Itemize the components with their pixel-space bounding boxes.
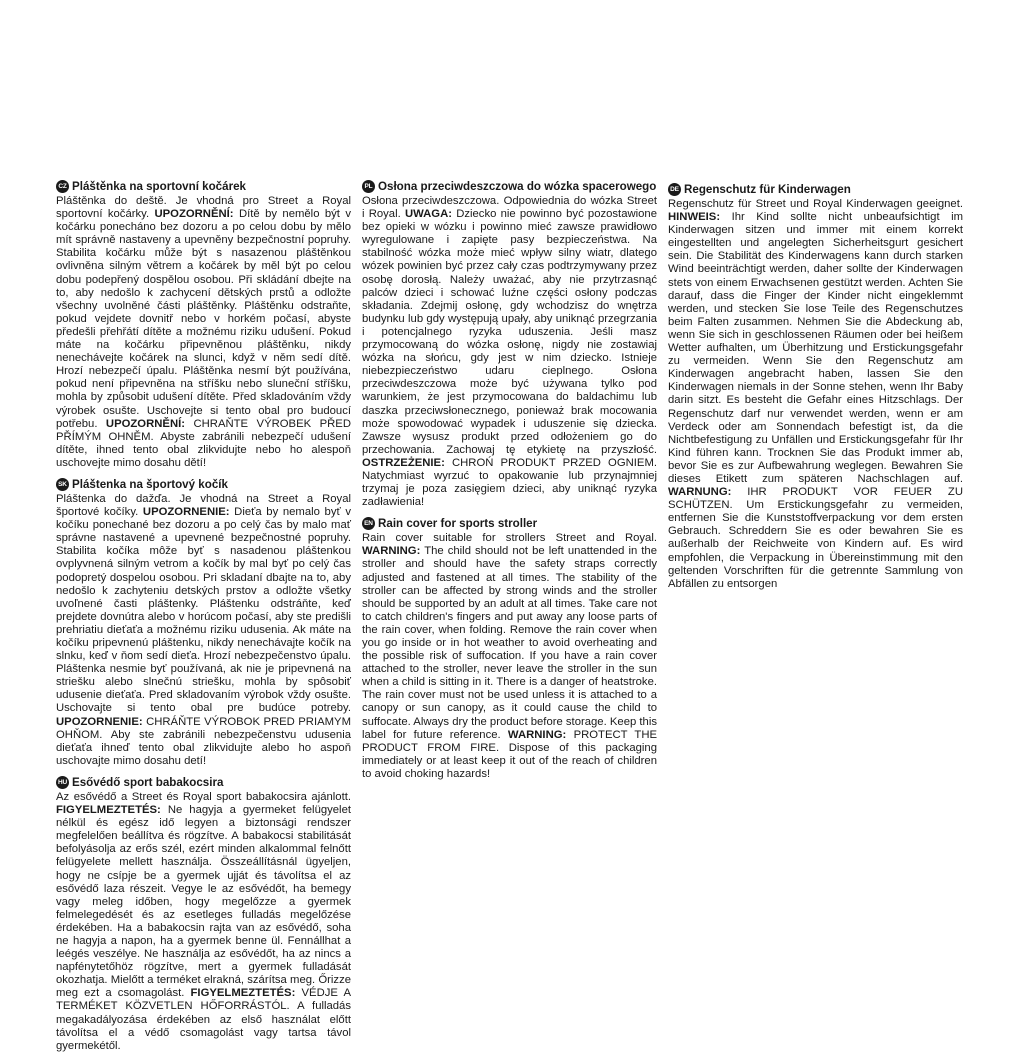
section-heading [56,478,351,491]
column-middle [362,180,657,781]
language-badge-icon: DE [668,183,681,196]
section-cz [56,180,351,470]
language-badge-icon: CZ [56,180,69,193]
section-title: Osłona przeciwdeszczowa do wózka spacerowego [378,180,657,193]
section-body: Osłona przeciwdeszczowa. Odpowiednia do wózka Street i Royal. UWAGA: Dziecko nie powinno być pozostawione bez opieki w wózku i powinno mieć zawsze prawidłowo wyregulowane i zapięte pasy bezpieczeństwa. Na stabilność wózka może mieć wpływ silny wiatr, dlatego wózek powinien być przez cały czas podtrzymywany przez osobę dorosłą. Należy uważać, aby nie przytrzasnąć palców dzieci i schować luźne części osłony podczas składania. Zdejmij osłonę, gdy wchodzisz do wnętrza budynku lub gdy występują upały, aby uniknąć przegrzania i potencjalnego ryzyka uduszenia. Jeśli masz przymocowaną do wózka osłonę, nigdy nie zostawiaj wózka na słońcu, gdy jest w nim dziecko. Istnieje niebezpieczeństwo udaru cieplnego. Osłona przeciwdeszczowa może być używana tylko pod warunkiem, że jest przymocowana do baldachimu lub daszka przeciwsłonecznego, ponieważ brak mocowania może spowodować wypadek i uduszenie się dziecka. Zawsze wysusz produkt przed odłożeniem go do przechowania. Zachowaj tę etykietę na przyszłość. OSTRZEŻENIE: CHROŃ PRODUKT PRZED OGNIEM. Natychmiast wyrzuć to opakowanie lub przynajmniej trzymaj je poza zasięgiem dzieci, aby uniknąć ryzyka zadławienia! [362,195,657,509]
section-heading [668,183,963,196]
section-body: Pláštenka do dažďa. Je vhodná na Street a Royal športové kočíky. UPOZORNENIE: Dieťa by nemalo byť v kočíku ponechané bez dozoru a po celý čas by malo mať správne nastavené a upevnené bezpečnostné popruhy. Stabilita kočíka môže byť s nasadenou pláštenkou ovplyvnená silným vetrom a kočík by mal byť po celý čas podopretý dospelou osobou. Pri skladaní dbajte na to, aby nedošlo k zachyteniu detských prstov a odložte všetky uvoľnené časti pláštenky. Pláštenku odstráňte, keď prejdete dovnútra alebo v horúcom počasí, aby ste predišli prehriatiu dieťaťa a možnému riziku udusenia. Ak máte na kočíku pripevnenú pláštenku, nikdy nenechávajte kočík na slnku, keď v ňom sedí dieťa. Hrozí nebezpečenstvo úpalu. Pláštenka nesmie byť používaná, ak nie je pripevnená na striešku alebo slnečnú striešku, mohla by spôsobiť udusenie dieťaťa. Pred skladovaním výrobok vždy osušte. Uschovajte si tento obal pre budúce potreby. UPOZORNENIE: CHRÁŇTE VÝROBOK PRED PRIAMYM OHŇOM. Aby ste zabránili nebezpečenstvu udusenia dieťaťa ihneď tento obal zlikvidujte alebo ho aspoň uschovajte mimo dosahu detí! [56,492,351,767]
language-badge-icon: PL [362,180,375,193]
section-body: Pláštěnka do deště. Je vhodná pro Street a Royal sportovní kočárky. UPOZORNĚNÍ: Dítě by nemělo být v kočárku ponecháno bez dozoru a po celou dobu by mělo mít správně nastaveny a upevněny bezpečnostní popruhy. Stabilita kočárku může být s nasazenou pláštěnkou ovlivněna silným větrem a kočárek by měl být po celou dobu podepřený dospělou osobou. Při skládání dbejte na to, aby nedošlo k zachycení dětských prstů a odložte všechny uvolněné části pláštěnky. Pláštěnku odstraňte, pokud vejdete dovnitř nebo v horkém počasí, abyste předešli přehřátí dítěte a možnému riziku udušení. Pokud máte na kočárku připevněnou pláštěnku, nikdy nenechávejte kočárek na slunci, když v něm sedí dítě. Hrozí nebezpečí úpalu. Pláštěnka nesmí být používána, pokud není připevněna na stříšku nebo sluneční stříšku, mohla by způsobit udušení dítěte. Před skladováním vždy výrobek osušte. Uschovejte si tento obal pro budoucí potřebu. UPOZORNĚNÍ: CHRAŇTE VÝROBEK PŘED PŘÍMÝM OHNĚM. Abyste zabránili nebezpečí udušení dítěte, ihned tento obal zlikvidujte nebo ho alespoň uschovejte mimo dosahu dětí! [56,195,352,469]
section-heading [362,180,657,193]
section-de [668,183,963,591]
section-title: Pláštěnka na sportovní kočárek [72,180,246,193]
section-en [362,517,657,781]
section-heading [56,776,351,789]
section-pl [362,180,657,509]
section-body: Rain cover suitable for strollers Street and Royal. WARNING: The child should not be left unattended in the stroller and should have the safety straps correctly adjusted and fastened at all times. The stability of the stroller can be affected by strong winds and the stroller should be supported by an adult at all times. Take care not to catch children's fingers and put away any loose parts of the rain cover, when folding. Remove the rain cover when you go inside or in hot weather to avoid overheating and the possible risk of suffocation. If you have a rain cover attached to the stroller, never leave the stroller in the sun when a child is sitting in it. There is a danger of heatstroke. The rain cover must not be used unless it is attached to a canopy or sun canopy, as it could cause the child to suffocate. Always dry the product before storage. Keep this label for future reference. WARNING: PROTECT THE PRODUCT FROM FIRE. Dispose of this packaging immediately or at least keep it out of the reach of children to avoid choking hazards! [362,532,658,780]
section-title: Pláštenka na športový kočík [72,477,228,491]
column-right [668,183,963,591]
section-body: Regenschutz für Street und Royal Kinderwagen geeignet. HINWEIS: Ihr Kind sollte nicht unbeaufsichtigt im Kinderwagen sitzen und immer mit einem korrekt eingestellten und angelegten Sicherheitsgurt gesichert sein. Die Stabilität des Kinderwagens kann durch starken Wind beeinträchtigt werden, daher sollte der Kinderwagen stets von einem Erwachsenen gestützt werden. Achten Sie darauf, dass die Finger der Kinder nicht eingeklemmt werden, und stecken Sie lose Teile des Regenschutzes beim Falten zusammen. Nehmen Sie die Abdeckung ab, wenn Sie sich in geschlossenen Räumen oder bei heißem Wetter aufhalten, um Überhitzung und Erstickungsgefahr zu vermeiden. Wenn Sie den Regenschutz am Kinderwagen angebracht haben, lassen Sie den Kinderwagen niemals in der Sonne stehen, wenn Ihr Baby darin sitzt. Es besteht die Gefahr eines Hitzschlags. Der Regenschutz darf nur verwendet werden, wenn er am Verdeck oder am Sonnendach befestigt ist, da die Nichtbefestigung zu Unfällen und Erstickungsgefahr für Ihr Kind führen kann. Trocknen Sie das Produkt immer ab, bevor Sie es zur Aufbewahrung weglegen. Bewahren Sie dieses Etikett zum späteren Nachschlagen auf. WARNUNG: IHR PRODUKT VOR FEUER ZU SCHÜTZEN. Um Erstickungsgefahr zu vermeiden, entfernen Sie die Kunststoffverpackung vor dem ersten Gebrauch. Schreddern Sie es oder bewahren Sie es außerhalb der Reichweite von Kindern auf. Es wird empfohlen, die Verpackung in Übereinstimmung mit den geltenden Vorschriften für die getrennte Sammlung von Abfällen zu entsorgen [668,198,963,590]
section-title: Regenschutz für Kinderwagen [684,183,851,196]
language-badge-icon: HU [56,776,69,789]
section-hu [56,776,351,1053]
language-badge-icon: EN [362,517,375,530]
section-heading [56,180,351,193]
column-left [56,180,351,1053]
section-body: Az esővédő a Street és Royal sport babakocsira ajánlott. FIGYELMEZTETÉS: Ne hagyja a gyermeket felügyelet nélkül és egész idő legyen a biztonsági rendszer megfelelően beállítva és rögzítve. A babakocsi stabilitását befolyásolja az erős szél, ezért minden alkalommal felnőtt felügyelete mellett használja. Összeállításnál ügyeljen, hogy ne csípje be a gyermek ujját és távolítsa el az esővédő laza részeit. Vegye le az esővédőt, ha bemegy vagy meleg időben, hogy megelőzze a gyermek felmelegedését és az esetleges fulladás megelőzése érdekében. Ha a babakocsin rajta van az esővédő, soha ne hagyja a napon, ha a gyermek benne ül. Fennállhat a leégés veszélye. Ne használja az esővédőt, ha az nincs a napfénytetőhöz rögzítve, mert a gyermek fulladását okozhatja. Mielőtt a terméket elrakná, szárítsa meg. Őrizze meg ezt a csomagolást. FIGYELMEZTETÉS: VÉDJE A TERMÉKET KÖZVETLEN HŐFORRÁSTÓL. A fulladás megakadályozása érdekében az első használat előtt távolítsa el a védő csomagolást vagy tartsa távol gyermekétől. [56,790,351,1052]
language-badge-icon: SK [56,478,69,491]
section-title: Esővédő sport babakocsira [72,775,224,789]
section-sk [56,478,351,768]
section-title: Rain cover for sports stroller [378,517,538,531]
section-heading [362,517,657,530]
